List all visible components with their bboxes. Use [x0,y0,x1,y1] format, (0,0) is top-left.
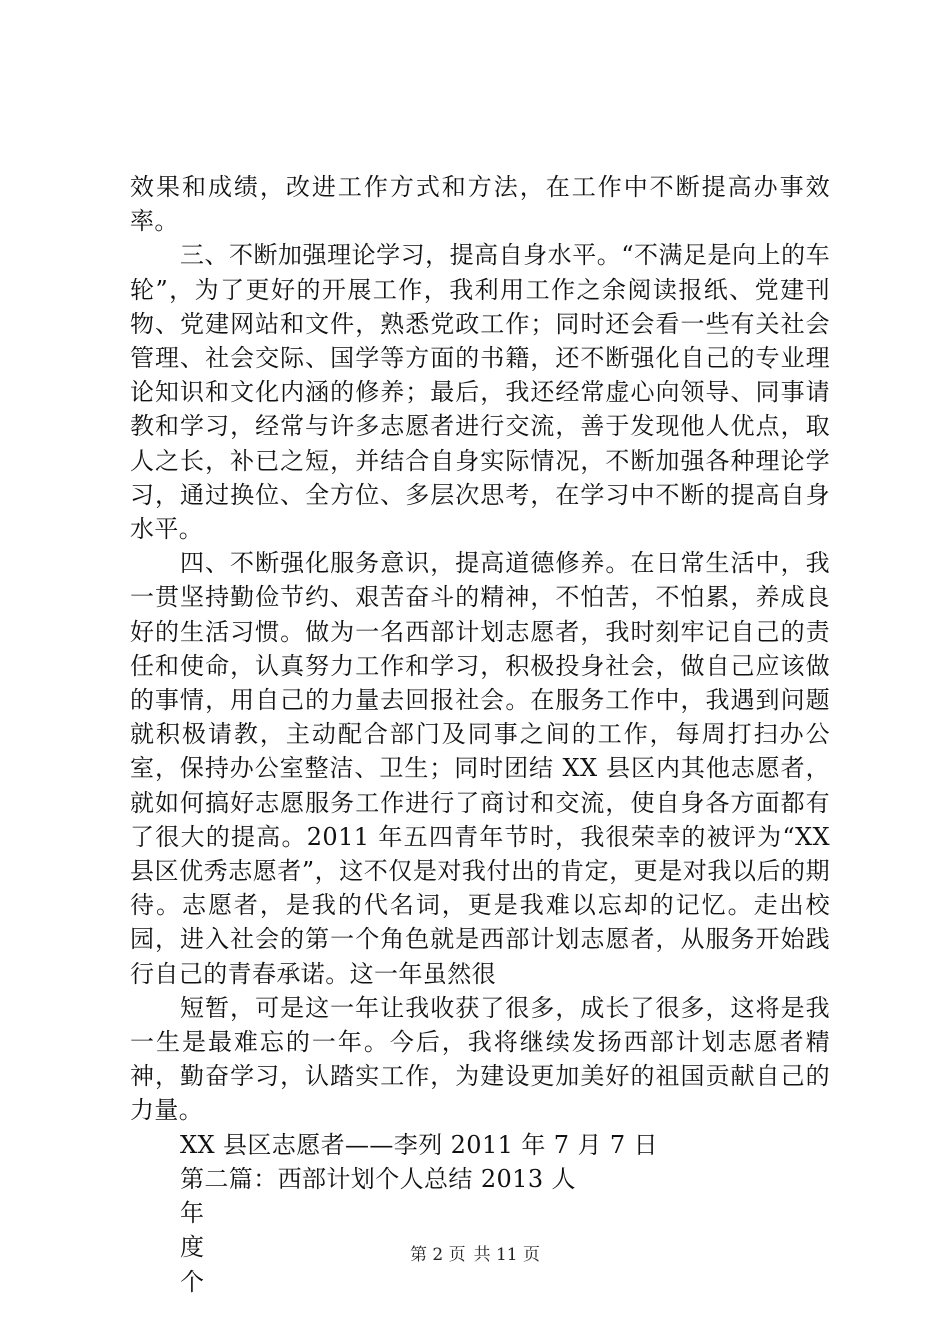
vertical-char: 度 [180,1233,205,1262]
signature-line: XX 县区志愿者——李列 2011 年 7 月 7 日 [180,1130,658,1159]
paragraph-continuation: 效果和成绩，改进工作方式和方法，在工作中不断提高办事效率。 [130,173,830,236]
page-total: 共 11 页 [473,1245,541,1265]
paragraph-theory-study: 三、不断加强理论学习，提高自身水平。“不满足是向上的车轮”，为了更好的开展工作，我利用工作之余阅读报纸、党建刊物、党建网站和文件，熟悉党政工作；同时还会看一些有关社会管理、社会交际、国学等方面的书籍，还不断强化自己的专业理论知识和文化内涵的修养；最后，我还经常虚心向领导、同事请教和学习，经常与许多志愿者进行交流，善于发现他人优点，取人之长，补已之短，并结合自身实际情况，不断加强各种理论学习，通过换位、全方位、多层次思考，在学习中不断的提高自身水平。 [130,241,830,544]
page-number: 第 2 页 [409,1245,466,1265]
paragraph-service-awareness: 四、不断强化服务意识，提高道德修养。在日常生活中，我一贯坚持勤俭节约、艰苦奋斗的精神，不怕苦，不怕累，养成良好的生活习惯。做为一名西部计划志愿者，我时刻牢记自己的责任和使命，认真努力工作和学习，积极投身社会，做自己应该做的事情，用自己的力量去回报社会。在服务工作中，我遇到问题就积极请教，主动配合部门及同事之间的工作，每周打扫办公室，保持办公室整洁、卫生；同时团结 XX 县区内其他志愿者，就如何搞好志愿服务工作进行了商讨和交流，使自身各方面都有了很大的提高。2011 年五四青年节时，我很荣幸的被评为“XX 县区优秀志愿者”，这不仅是对我付出的肯定，更是对我以后的期待。志愿者，是我的代名词，更是我难以忘却的记忆。走出校园，进入社会的第一个角色就是西部计划志愿者，从服务开始践行自己的青春承诺。这一年虽然很 [130,549,830,988]
next-section-title: 第二篇：西部计划个人总结 2013 人 [180,1164,576,1193]
vertical-char: 个 [180,1267,205,1296]
vertical-char: 年 [180,1199,205,1228]
document-body [130,170,830,1299]
paragraph-conclusion: 短暂，可是这一年让我收获了很多，成长了很多，这将是我一生是最难忘的一年。今后，我将继续发扬西部计划志愿者精神，勤奋学习，认踏实工作，为建设更加美好的祖国贡献自己的力量。 [130,993,830,1125]
page-footer [0,1244,950,1266]
